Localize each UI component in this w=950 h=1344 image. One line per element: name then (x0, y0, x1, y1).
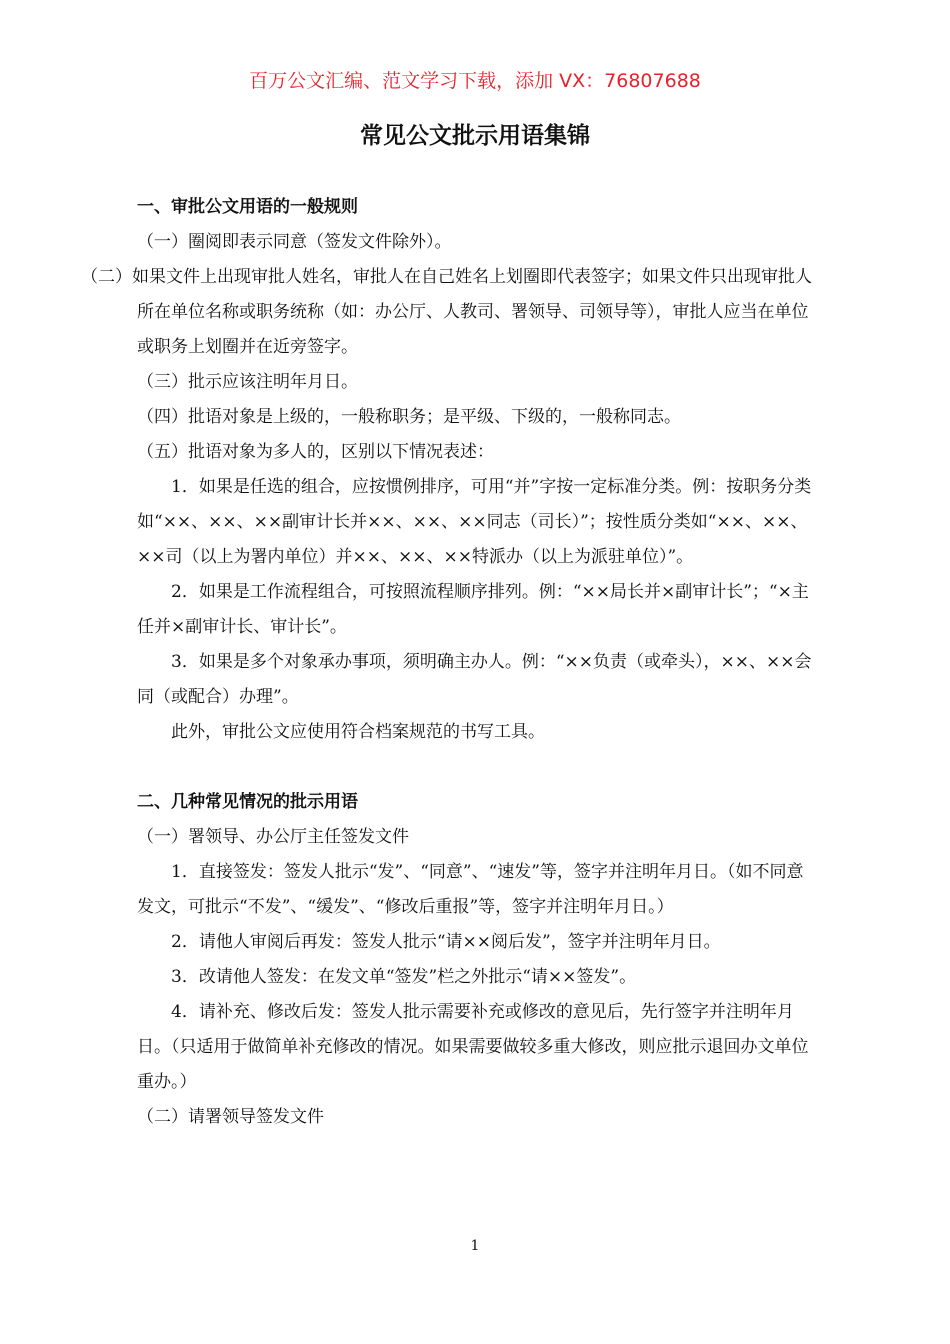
rule-item-5: （五）批语对象为多人的，区别以下情况表述： (137, 442, 494, 462)
rule-item-1: （一）圈阅即表示同意（签发文件除外）。 (137, 232, 452, 252)
signoff-item-3: 3．改请他人签发：在发文单“签发”栏之外批示“请××签发”。 (171, 967, 637, 987)
rule-item-3: （三）批示应该注明年月日。 (137, 372, 358, 392)
header-banner: 百万公文汇编、范文学习下载，添加 VX：76807688 (249, 70, 701, 92)
signoff-item-2: 2．请他人审阅后再发：签发人批示“请××阅后发”，签字并注明年月日。 (171, 932, 721, 952)
page-number: 1 (470, 1238, 480, 1254)
rule-sub-item-1: 1．如果是任选的组合，应按惯例排序，可用“并”字按一定标准分类。例：按职务分类如“××、××、××副审计长并××、××、××同志（司长）”；按性质分类如“××、××、××司（以上为署内单位）并××、××、××特派办（以上为派驻单位）”。 (137, 477, 812, 567)
signoff-item-1: 1．直接签发：签发人批示“发”、“同意”、“速发”等，签字并注明年月日。（如不同意发文，可批示“不发”、“缓发”、“修改后重报”等，签字并注明年月日。） (137, 862, 804, 917)
section-spacer (137, 750, 817, 785)
section-1-heading: 一、审批公文用语的一般规则 (137, 197, 358, 217)
signoff-item-4: 4．请补充、修改后发：签发人批示需要补充或修改的意见后，先行签字并注明年月日。（只适用于做简单补充修改的情况。如果需要做较多重大修改，则应批示退回办文单位重办。） (137, 1002, 809, 1092)
section-2-heading: 二、几种常见情况的批示用语 (137, 792, 358, 812)
rule-item-4: （四）批语对象是上级的，一般称职务；是平级、下级的，一般称同志。 (137, 407, 681, 427)
section-1-closing: 此外，审批公文应使用符合档案规范的书写工具。 (171, 722, 545, 742)
rule-item-2: （二）如果文件上出现审批人姓名，审批人在自己姓名上划圈即代表签字；如果文件只出现审批人所在单位名称或职务统称（如：办公厅、人教司、署领导、司领导等），审批人应当在单位或职务上划圈并在近旁签字。 (81, 267, 812, 357)
document-body (81, 190, 817, 1135)
rule-sub-item-2: 2．如果是工作流程组合，可按照流程顺序排列。例：“××局长并×副审计长”；“×主任并×副审计长、审计长”。 (137, 582, 809, 637)
document-title: 常见公文批示用语集锦 (360, 123, 590, 149)
section-2-sub-2-heading: （二）请署领导签发文件 (137, 1107, 324, 1127)
section-2-sub-1-heading: （一）署领导、办公厅主任签发文件 (137, 827, 409, 847)
rule-sub-item-3: 3．如果是多个对象承办事项，须明确主办人。例：“××负责（或牵头），××、××会同（或配合）办理”。 (137, 652, 812, 707)
